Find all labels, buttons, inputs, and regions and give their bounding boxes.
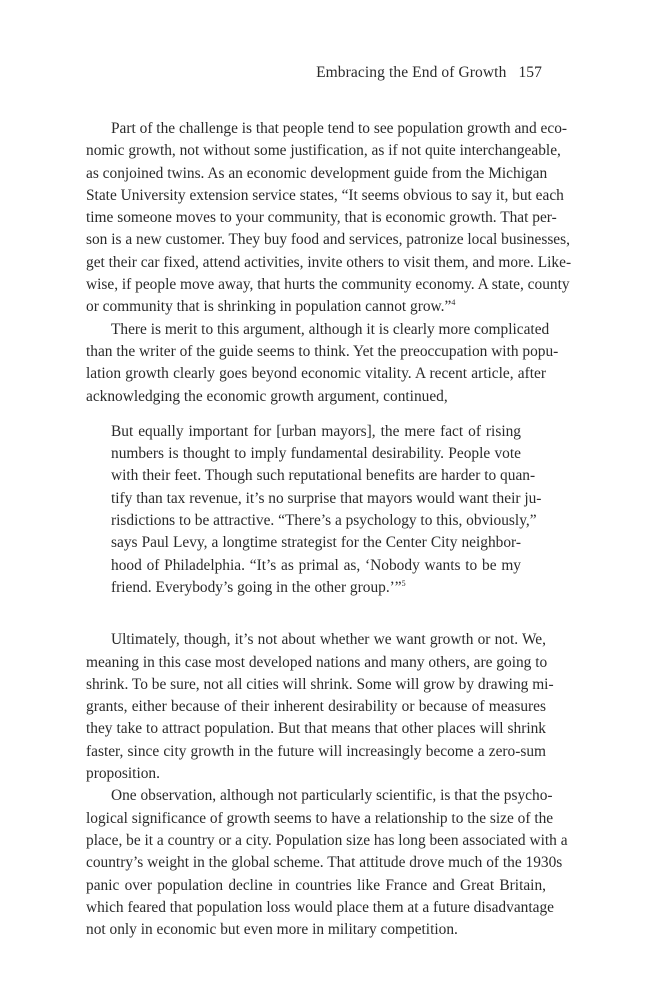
text-line: meaning in this case most developed nations and many others, are going to [86,653,548,671]
paragraph [86,785,568,941]
quote-line: hood of Philadelphia. “It’s as primal as, ‘Nobody wants to be my [111,556,521,574]
block-quote [86,421,542,599]
text-line: than the writer of the guide seems to think. Yet the preoccupation with popu- [86,342,559,360]
text-line: acknowledging the economic growth argument, continued, [86,387,448,405]
text-line: country’s weight in the global scheme. That attitude drove much of the 1930s [86,854,563,872]
paragraph [86,319,559,408]
text-line: lation growth clearly goes beyond economic vitality. A recent article, after [86,365,546,383]
text-line: panic over population decline in countries like France and Great Britain, [86,876,546,894]
text-line: There is merit to this argument, although it is clearly more complicated [111,320,550,338]
quote-line: says Paul Levy, a longtime strategist for the Center City neighbor- [111,534,521,552]
quote-line: risdictions to be attractive. “There’s a psychology to this, obviously,” [111,512,537,530]
footnote-marker: 5 [401,578,406,588]
running-head [316,64,542,82]
text-line: grants, either because of their inherent desirability or because of measures [86,698,546,716]
text-line: Part of the challenge is that people tend to see population growth and eco- [111,120,568,137]
quote-line: numbers is thought to imply fundamental desirability. People vote [111,445,521,463]
text-line: shrink. To be sure, not all cities will shrink. Some will grow by drawing mi- [86,675,554,693]
text-line: proposition. [86,765,160,783]
quote-line-content: friend. Everybody’s going in the other group.’” [111,578,402,596]
text-line: place, be it a country or a city. Population size has long been associated with a [86,831,568,849]
quote-line: with their feet. Though such reputational benefits are harder to quan- [111,467,536,485]
body-text [86,118,572,941]
text-line: they take to attract population. But that means that other places will shrink [86,720,546,738]
text-line: time someone moves to your community, that is economic growth. That per- [86,209,557,227]
page-number: 157 [518,64,542,81]
text-line: get their car fixed, attend activities, invite others to visit them, and more. Like- [86,253,572,271]
text-line-content: or community that is shrinking in population cannot grow.” [86,298,452,316]
paragraph [86,629,554,785]
text-line: logical significance of growth seems to have a relationship to the size of the [86,809,554,827]
text-line: as conjoined twins. As an economic development guide from the Michigan [86,164,548,182]
text-line: son is a new customer. They buy food and services, patronize local businesses, [86,231,570,249]
text-line: wise, if people move away, that hurts the community economy. A state, county [86,276,570,294]
text-line [86,296,546,318]
text-line: which feared that population loss would place them at a future disadvantage [86,898,554,916]
quote-line: But equally important for [urban mayors], the mere fact of rising [111,422,521,440]
text-line: nomic growth, not without some justification, as if not quite interchangeable, [86,142,561,160]
chapter-title: Embracing the End of Growth [316,64,507,81]
paragraph [86,118,572,319]
text-line: faster, since city growth in the future will increasingly become a zero-sum [86,742,546,760]
text-line: One observation, although not particularly scientific, is that the psycho- [111,787,553,805]
text-line: not only in economic but even more in military competition. [86,921,458,939]
quote-line: tify than tax revenue, it’s no surprise that mayors would want their ju- [111,489,542,507]
text-line: State University extension service states, “It seems obvious to say it, but each [86,186,564,204]
spacer [86,613,546,629]
footnote-marker: 4 [451,298,456,308]
text-line: Ultimately, though, it’s not about whether we want growth or not. We, [111,631,546,649]
quote-line [111,577,521,599]
